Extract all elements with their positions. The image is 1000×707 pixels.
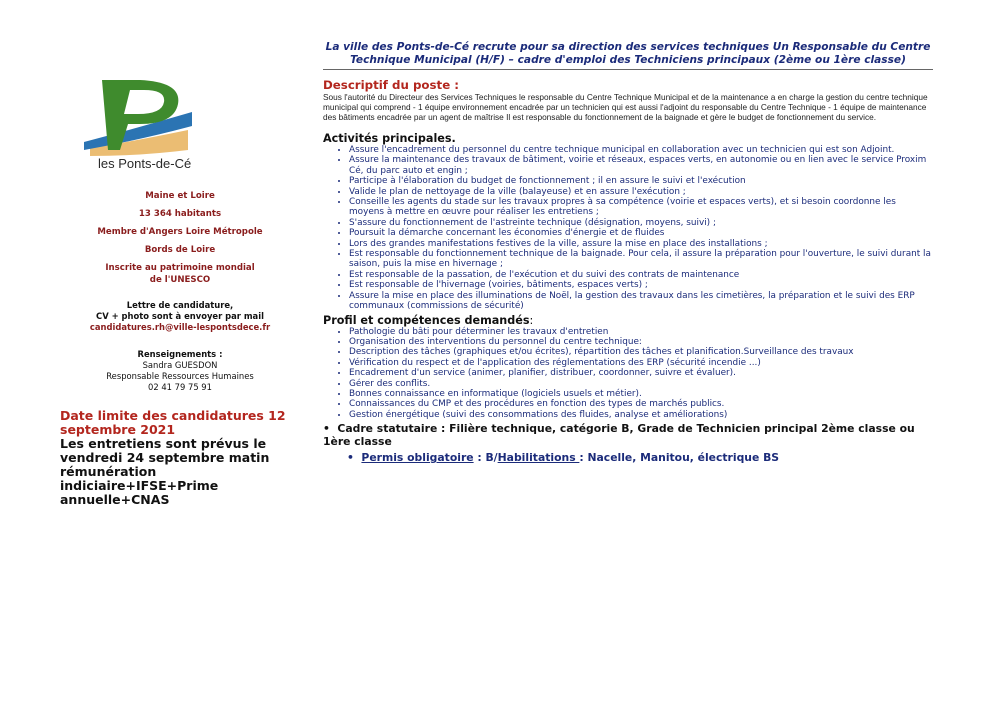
application-email[interactable]: candidatures.rh@ville-lespontsdece.fr [89,322,271,332]
profil-heading-text: Profil et compétences demandés [323,313,530,327]
activites-list [323,145,933,312]
list-item: • Conseille les agents du stade sur les travaux propres à sa compétence (voirie et espaces verts), et si besoin coordonne les moyens à mettre en œuvre pour réaliser les entretiens ; [349,197,933,218]
list-item: • Organisation des interventions du personnel du centre technique: [349,337,933,347]
list-item: • Encadrement d'un service (animer, planifier, distribuer, coordonner, suivre et évaluer). [349,368,933,378]
permis-line [347,451,933,464]
list-item: • Poursuit la démarche concernant les économies d'énergie et de fluides [349,228,933,238]
contact-role: Responsable Ressources Humaines [106,371,254,381]
list-item: • S'assure du fonctionnement de l'astreinte technique (désignation, moyens, suivi) ; [349,218,933,228]
info-unesco: Inscrite au patrimoine mondial de l'UNESCO [105,263,255,285]
list-item: • Est responsable de la passation, de l'exécution et du suivi des contrats de maintenance [349,270,933,280]
city-info [60,190,300,286]
application-line1: Lettre de candidature, [126,300,234,310]
info-metropole: Membre d'Angers Loire Métropole [97,227,263,237]
application-info [60,300,300,333]
contact-heading: Renseignements : [137,349,223,359]
city-logo [70,70,210,180]
list-item: • Description des tâches (graphiques et/ou écrites), répartition des tâches et planification.Surveillance des travaux [349,347,933,357]
descriptif-text: Sous l'autorité du Directeur des Services Techniques le responsable du Centre Technique Municipal et de la maintenance a en charge la gestion du centre technique municipal qui comprend - 1 équipe environnement encadrée par un technicien qui est aussi l'adjoint du responsable du Centre Technique - 1 équipe de maintenance des bâtiments encadrée par un agent de maîtrise Il est responsable du fonctionnement de la baignade et gère le budget de fonctionnement du service. [323,92,928,122]
habilitations-label: Habilitations [497,451,580,465]
application-line2: CV + photo sont à envoyer par mail [96,311,264,321]
list-item: • Participe à l'élaboration du budget de fonctionnement ; il en assure le suivi et l'exécution [349,176,933,186]
list-item: • Gestion énergétique (suivi des consommations des fluides, analyse et améliorations) [349,410,933,420]
bullet-icon: • [347,451,362,465]
list-item: • Est responsable du fonctionnement technique de la baignade. Pour cela, il assure la préparation pour l'ouverture, le suivi durant la saison, puis la mise en hivernage ; [349,249,933,270]
contact-name: Sandra GUESDON [142,360,218,370]
cadre-text: Cadre statutaire : Filière technique, catégorie B, Grade de Technicien principal 2ème classe ou 1ère classe [323,422,915,449]
logo-p-icon [70,70,210,160]
list-item: • Bonnes connaissance en informatique (logiciels usuels et métier). [349,389,933,399]
permis-label: Permis obligatoire [361,451,474,465]
bullet-icon: • [323,422,338,436]
info-region: Maine et Loire [145,191,215,201]
habilitations-value: : Nacelle, Manitou, électrique BS [579,451,780,465]
interview-info: Les entretiens sont prévus le vendredi 24 septembre matin rémunération indiciaire+IFSE+Prime annuelle+CNAS [60,436,270,507]
descriptif-heading: Descriptif du poste : [323,78,460,92]
list-item: • Assure l'encadrement du personnel du centre technique municipal en collaboration avec un technicien qui est son Adjoint. [349,145,933,155]
cadre-statutaire [323,422,933,448]
list-item: • Connaissances du CMP et des procédures en fonction des types de marchés publics. [349,399,933,409]
list-item: • Gérer des conflits. [349,379,933,389]
list-item: • Assure la mise en place des illuminations de Noël, la gestion des travaux dans les cimetières, la préparation et le suivi des ERP communaux (commissions de sécurité) [349,291,933,312]
job-title: La ville des Ponts-de-Cé recrute pour sa direction des services techniques Un Responsable du Centre Technique Municipal (H/F) – cadre d'emploi des Techniciens principaux (2ème ou 1ère classe) [323,41,933,70]
logo-text: les Ponts-de-Cé [98,156,192,171]
list-item: • Vérification du respect et de l'application des réglementations des ERP (sécurité incendie ...) [349,358,933,368]
deadline: Date limite des candidatures 12 septembre 2021 [60,408,286,437]
profil-colon: : [529,313,534,327]
list-item: • Valide le plan de nettoyage de la ville (balayeuse) et en assure l'exécution ; [349,187,933,197]
list-item: • Lors des grandes manifestations festives de la ville, assure la mise en place des installations ; [349,239,933,249]
info-population: 13 364 habitants [138,209,222,219]
contact-phone: 02 41 79 75 91 [148,382,212,392]
permis-sep: : B/ [473,451,498,465]
list-item: • Est responsable de l'hivernage (voiries, bâtiments, espaces verts) ; [349,280,933,290]
main-content [323,41,933,464]
profil-heading [323,314,933,327]
activites-heading: Activités principales. [323,132,456,145]
info-loire: Bords de Loire [144,245,216,255]
contact-info [60,349,300,393]
sidebar [60,70,300,507]
list-item: • Assure la maintenance des travaux de bâtiment, voirie et réseaux, espaces verts, en autonomie ou en lien avec le service Proxim Cé, du parc auto et engin ; [349,155,933,176]
profil-list [323,327,933,421]
list-item: • Pathologie du bâti pour déterminer les travaux d'entretien [349,327,933,337]
